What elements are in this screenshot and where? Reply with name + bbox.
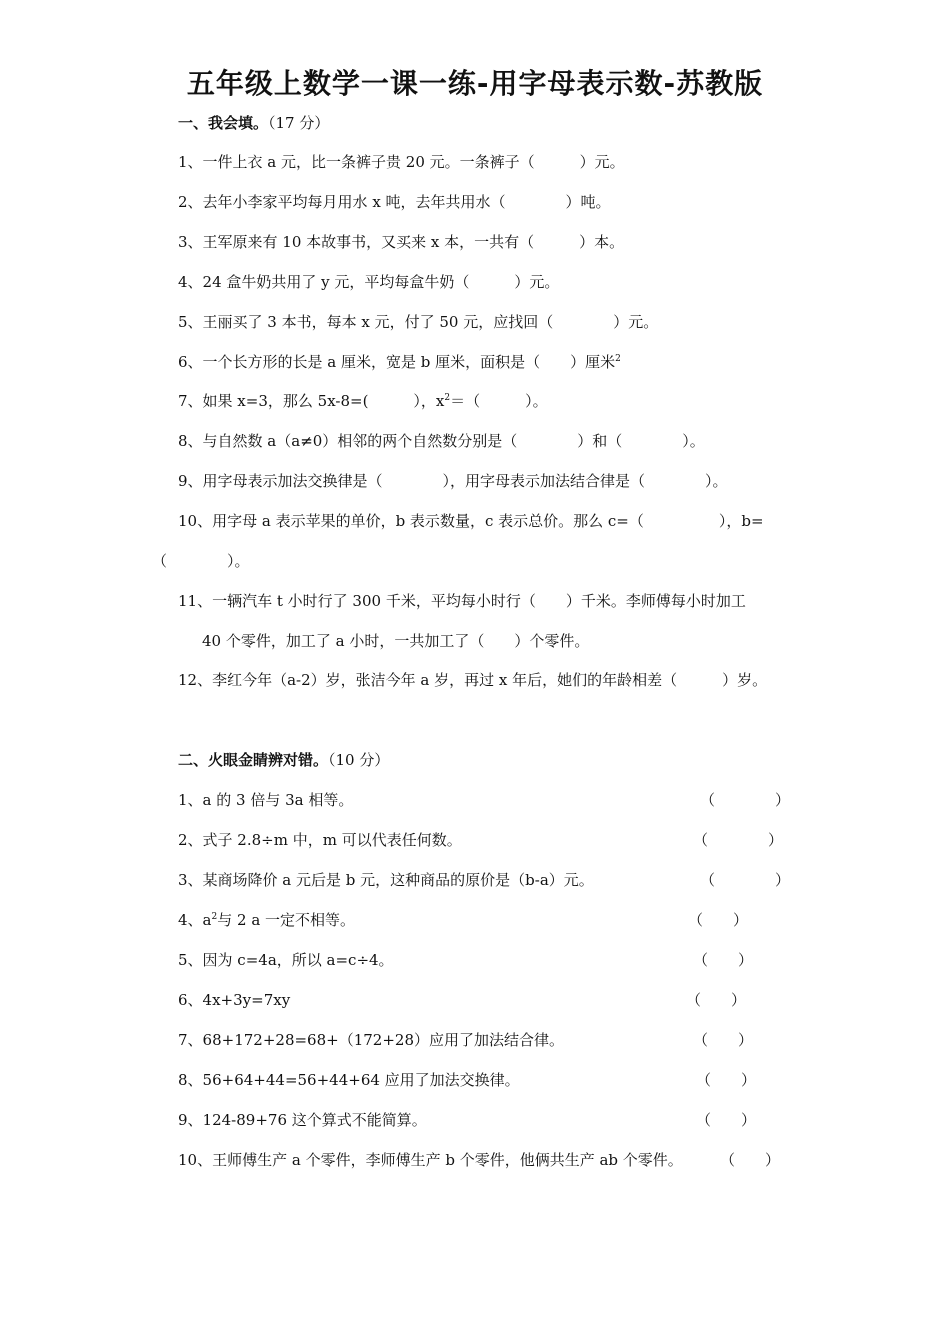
s1-item-8: 8、与自然数 a（a≠0）相邻的两个自然数分别是（ ）和（ ）。 — [178, 432, 705, 450]
s1-item-4: 4、24 盒牛奶共用了 y 元，平均每盒牛奶（ ）元。 — [178, 273, 560, 291]
s2-item-3-answer: （ ） — [700, 871, 791, 889]
s1-item-7-text: 7、如果 x=3，那么 5x-8=( ），x — [178, 392, 445, 410]
s2-item-4-sup: 2 — [211, 912, 218, 922]
s1-item-7-sup: 2 — [444, 393, 451, 403]
s1-item-10-cont: （ ）。 — [152, 552, 250, 570]
s2-item-2-answer: （ ） — [693, 831, 784, 849]
s1-item-7 — [178, 391, 548, 411]
s2-item-4-text: 4、a — [178, 911, 212, 929]
s2-item-4 — [178, 910, 355, 930]
s1-item-7-tail: ＝（ ）。 — [450, 392, 548, 410]
s2-item-3: 3、某商场降价 a 元后是 b 元，这种商品的原价是（b-a）元。 — [178, 871, 594, 889]
s2-item-9: 9、124-89+76 这个算式不能简算。 — [178, 1111, 427, 1129]
s1-item-2: 2、去年小李家平均每月用水 x 吨，去年共用水（ ）吨。 — [178, 193, 611, 211]
s2-item-1: 1、a 的 3 倍与 3a 相等。 — [178, 791, 354, 809]
s1-item-1: 1、一件上衣 a 元，比一条裤子贵 20 元。一条裤子（ ）元。 — [178, 153, 625, 171]
s2-item-6: 6、4x+3y=7xy — [178, 991, 291, 1009]
section-2-heading-text: 二、火眼金睛辨对错。 — [178, 751, 329, 769]
section-1-heading-text: 一、我会填。 — [178, 114, 269, 132]
s2-item-8-answer: （ ） — [696, 1071, 757, 1089]
s2-item-10-answer: （ ） — [720, 1151, 781, 1169]
s2-item-2: 2、式子 2.8÷m 中，m 可以代表任何数。 — [178, 831, 462, 849]
s2-item-4-tail: 与 2 a 一定不相等。 — [217, 911, 356, 929]
s2-item-5: 5、因为 c=4a，所以 a=c÷4。 — [178, 951, 394, 969]
s1-item-3: 3、王军原来有 10 本故事书，又买来 x 本，一共有（ ）本。 — [178, 233, 625, 251]
s1-item-11-cont: 40 个零件，加工了 a 小时，一共加工了（ ）个零件。 — [202, 632, 590, 650]
section-1-score: （17 分） — [268, 114, 330, 132]
s1-item-9: 9、用字母表示加法交换律是（ ），用字母表示加法结合律是（ ）。 — [178, 472, 728, 490]
s1-item-6 — [178, 352, 621, 372]
section-2-heading — [178, 750, 389, 770]
s1-item-10: 10、用字母 a 表示苹果的单价，b 表示数量，c 表示总价。那么 c=（ ），b= — [178, 512, 764, 530]
s2-item-10: 10、王师傅生产 a 个零件，李师傅生产 b 个零件，他俩共生产 ab 个零件。 — [178, 1151, 683, 1169]
s1-item-5: 5、王丽买了 3 本书，每本 x 元，付了 50 元，应找回（ ）元。 — [178, 313, 659, 331]
page-title: 五年级上数学一课一练-用字母表示数-苏教版 — [186, 67, 764, 100]
s2-item-9-answer: （ ） — [696, 1111, 757, 1129]
s2-item-7: 7、68+172+28=68+（172+28）应用了加法结合律。 — [178, 1031, 564, 1049]
section-2-score: （10 分） — [328, 751, 390, 769]
s1-item-11: 11、一辆汽车 t 小时行了 300 千米，平均每小时行（ ）千米。李师傅每小时加工 — [178, 592, 746, 610]
s1-item-6-sup: 2 — [615, 354, 621, 364]
s2-item-8: 8、56+64+44=56+44+64 应用了加法交换律。 — [178, 1071, 520, 1089]
s2-item-4-answer: （ ） — [688, 911, 749, 929]
s1-item-12: 12、李红今年（a-2）岁，张洁今年 a 岁，再过 x 年后，她们的年龄相差（ ）岁。 — [178, 671, 768, 689]
section-1-heading — [178, 113, 329, 133]
s2-item-7-answer: （ ） — [693, 1031, 754, 1049]
s2-item-5-answer: （ ） — [693, 951, 754, 969]
s2-item-1-answer: （ ） — [700, 791, 791, 809]
s2-item-6-answer: （ ） — [686, 991, 747, 1009]
s1-item-6-text: 6、一个长方形的长是 a 厘米，宽是 b 厘米，面积是（ ）厘米 — [178, 353, 616, 371]
